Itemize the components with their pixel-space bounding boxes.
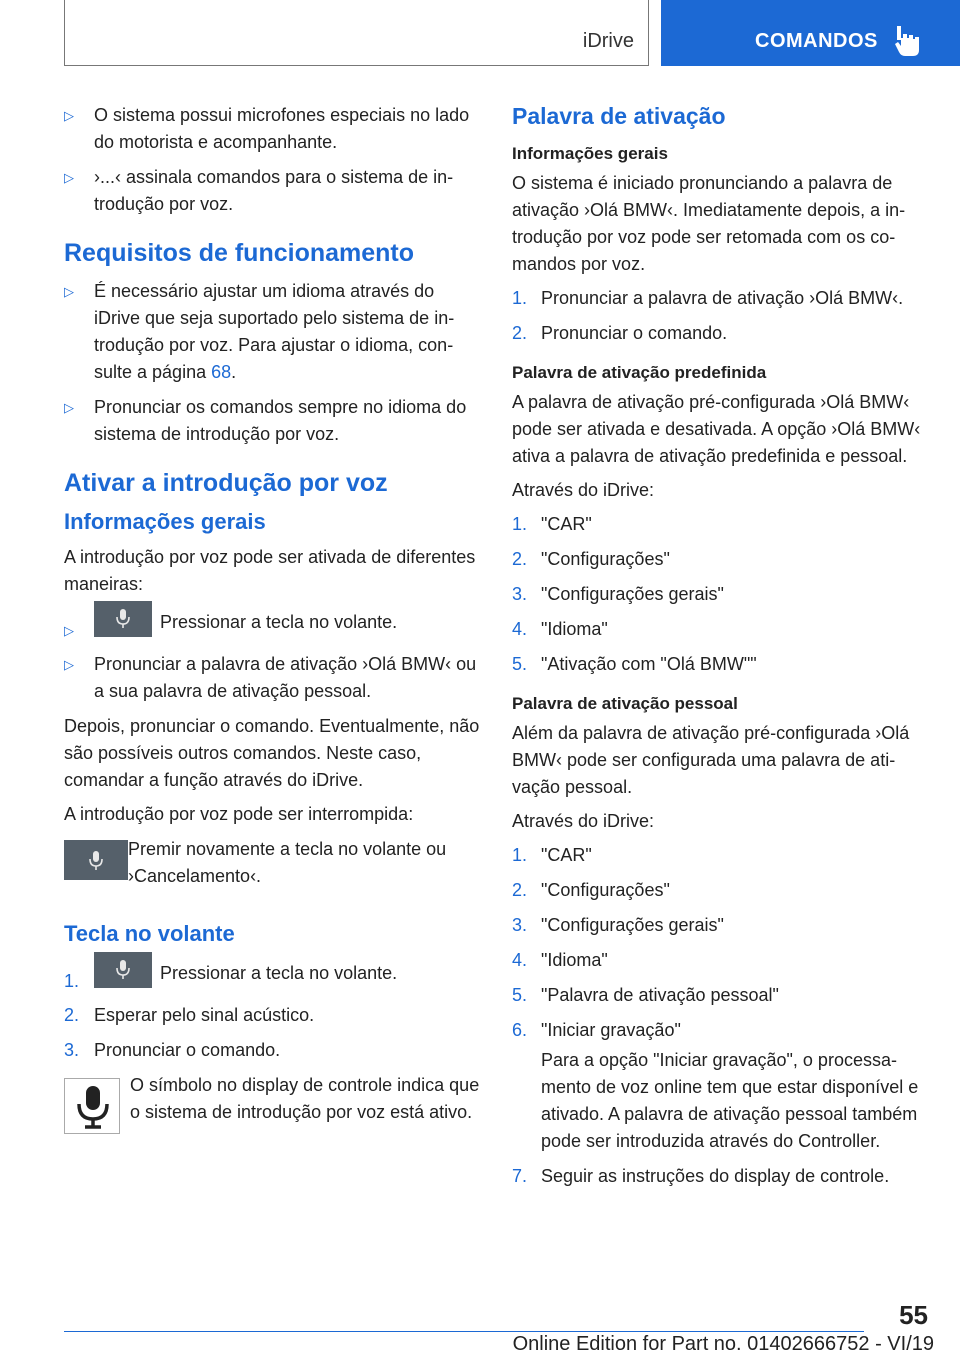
footer-edition: Online Edition for Part no. 01402666752 - VI/19 — [512, 1333, 934, 1355]
heading-predefined: Palavra de ativação predefinida — [512, 363, 767, 382]
steering-wheel-voice-key — [94, 601, 152, 637]
list-item: 1. "CAR" — [512, 845, 592, 865]
interrupt-note: Premir novamente a tecla no volante ou ›Cancelamento‹. — [64, 836, 484, 890]
microphone-icon — [115, 608, 131, 630]
list-item: 2. "Configurações" — [512, 549, 670, 569]
list-item: 5. "Ativação com "Olá BMW"" — [512, 654, 757, 674]
list-item: ▷ O sistema possui microfones especiais no lado do motorista e acompanhante. — [64, 105, 470, 152]
list-item: 3. Pronunciar o comando. — [64, 1040, 281, 1060]
paragraph: Além da palavra de ativação pré-configurada ›Olá BMW‹ pode ser configurada uma palavra de ativação pessoal. — [512, 723, 910, 797]
list-item: 1. Pronunciar a palavra de ativação ›Olá BMW‹. — [512, 288, 904, 308]
microphone-icon — [115, 959, 131, 981]
pointing-hand-icon — [893, 24, 923, 58]
header-chapter-tab — [661, 0, 960, 66]
list-item: ▷ É necessário ajustar um idioma através do iDrive que seja suportado pelo sistema de introdução por voz. Para ajustar o idioma, consulte a página 68. — [64, 281, 455, 382]
heading-steering-key: Tecla no volante — [64, 921, 235, 946]
paragraph: A introdução por voz pode ser interrompida: — [64, 804, 414, 824]
list-item: ▷ Pronunciar os comandos sempre no idioma do sistema de introdução por voz. — [64, 397, 467, 444]
paragraph: Depois, pronunciar o comando. Eventualmente, não são possíveis outros comandos. Neste caso, comandar a função através do iDrive. — [64, 716, 480, 790]
heading-general-info: Informações gerais — [64, 509, 266, 534]
display-voice-symbol — [64, 1078, 120, 1134]
heading-general-info: Informações gerais — [512, 144, 668, 163]
list-item: 6. "Iniciar gravação" Para a opção "Iniciar gravação", o processamento de voz online tem que estar disponível e ativado. A palavra de ativação pessoal também pode ser introduzida através do Controller. — [512, 1017, 932, 1155]
header-section-label: iDrive — [582, 30, 634, 52]
page-link[interactable]: 68 — [211, 362, 232, 382]
microphone-icon — [88, 850, 104, 872]
right-column — [512, 102, 932, 1198]
paragraph: A introdução por voz pode ser ativada de diferentes maneiras: — [64, 547, 476, 594]
page-number: 55 — [899, 1300, 928, 1330]
footer-rule — [64, 1331, 864, 1332]
list-item: 4. "Idioma" — [512, 950, 608, 970]
list-item: ▷ Pronunciar a palavra de ativação ›Olá BMW‹ ou a sua palavra de ativação pessoal. — [64, 654, 477, 701]
paragraph: O sistema é iniciado pronunciando a palavra de ativação ›Olá BMW‹. Imediatamente depois, a introdução por voz pode ser retomada com os comandos por voz. — [512, 173, 906, 274]
microphone-icon — [74, 1084, 112, 1130]
list-item: 3. "Configurações gerais" — [512, 584, 724, 604]
heading-wake-word: Palavra de ativação — [512, 103, 726, 129]
list-item: ▷ Pressionar a tecla no volante. — [64, 605, 484, 643]
list-item: 3. "Configurações gerais" — [512, 915, 724, 935]
heading-requirements: Requisitos de funcionamento — [64, 239, 415, 267]
header-chapter-label: COMANDOS — [755, 30, 878, 52]
symbol-note: O símbolo no display de controle indica que o sistema de introdução por voz está ativo. — [64, 1072, 484, 1126]
list-item: 1. Pressionar a tecla no volante. — [64, 956, 484, 994]
paragraph: Através do iDrive: — [512, 480, 655, 500]
steering-wheel-voice-key — [94, 952, 152, 988]
steering-wheel-voice-key — [64, 840, 128, 880]
header-section-box — [64, 0, 649, 66]
list-item: 1. "CAR" — [512, 514, 592, 534]
heading-personal: Palavra de ativação pessoal — [512, 694, 738, 713]
paragraph: Através do iDrive: — [512, 811, 655, 831]
paragraph: A palavra de ativação pré-configurada ›Olá BMW‹ pode ser ativada e desativada. A opção ›Olá BMW‹ ativa a palavra de ativação predefinida e pessoal. — [512, 392, 921, 466]
list-item: 2. "Configurações" — [512, 880, 670, 900]
list-item: ▷ ›...‹ assinala comandos para o sistema de introdução por voz. — [64, 167, 454, 214]
list-item: 5. "Palavra de ativação pessoal" — [512, 985, 779, 1005]
list-item: 2. Pronunciar o comando. — [512, 323, 728, 343]
step-detail: Para a opção "Iniciar gravação", o processamento de voz online tem que estar disponível e ativado. A palavra de ativação pessoal também pode ser introduzida através do Controller. — [541, 1050, 919, 1151]
list-item: 4. "Idioma" — [512, 619, 608, 639]
left-column — [64, 102, 484, 1126]
list-item: 2. Esperar pelo sinal acústico. — [64, 1005, 315, 1025]
list-item: 7. Seguir as instruções do display de controle. — [512, 1166, 890, 1186]
heading-activate: Ativar a introdução por voz — [64, 469, 388, 497]
